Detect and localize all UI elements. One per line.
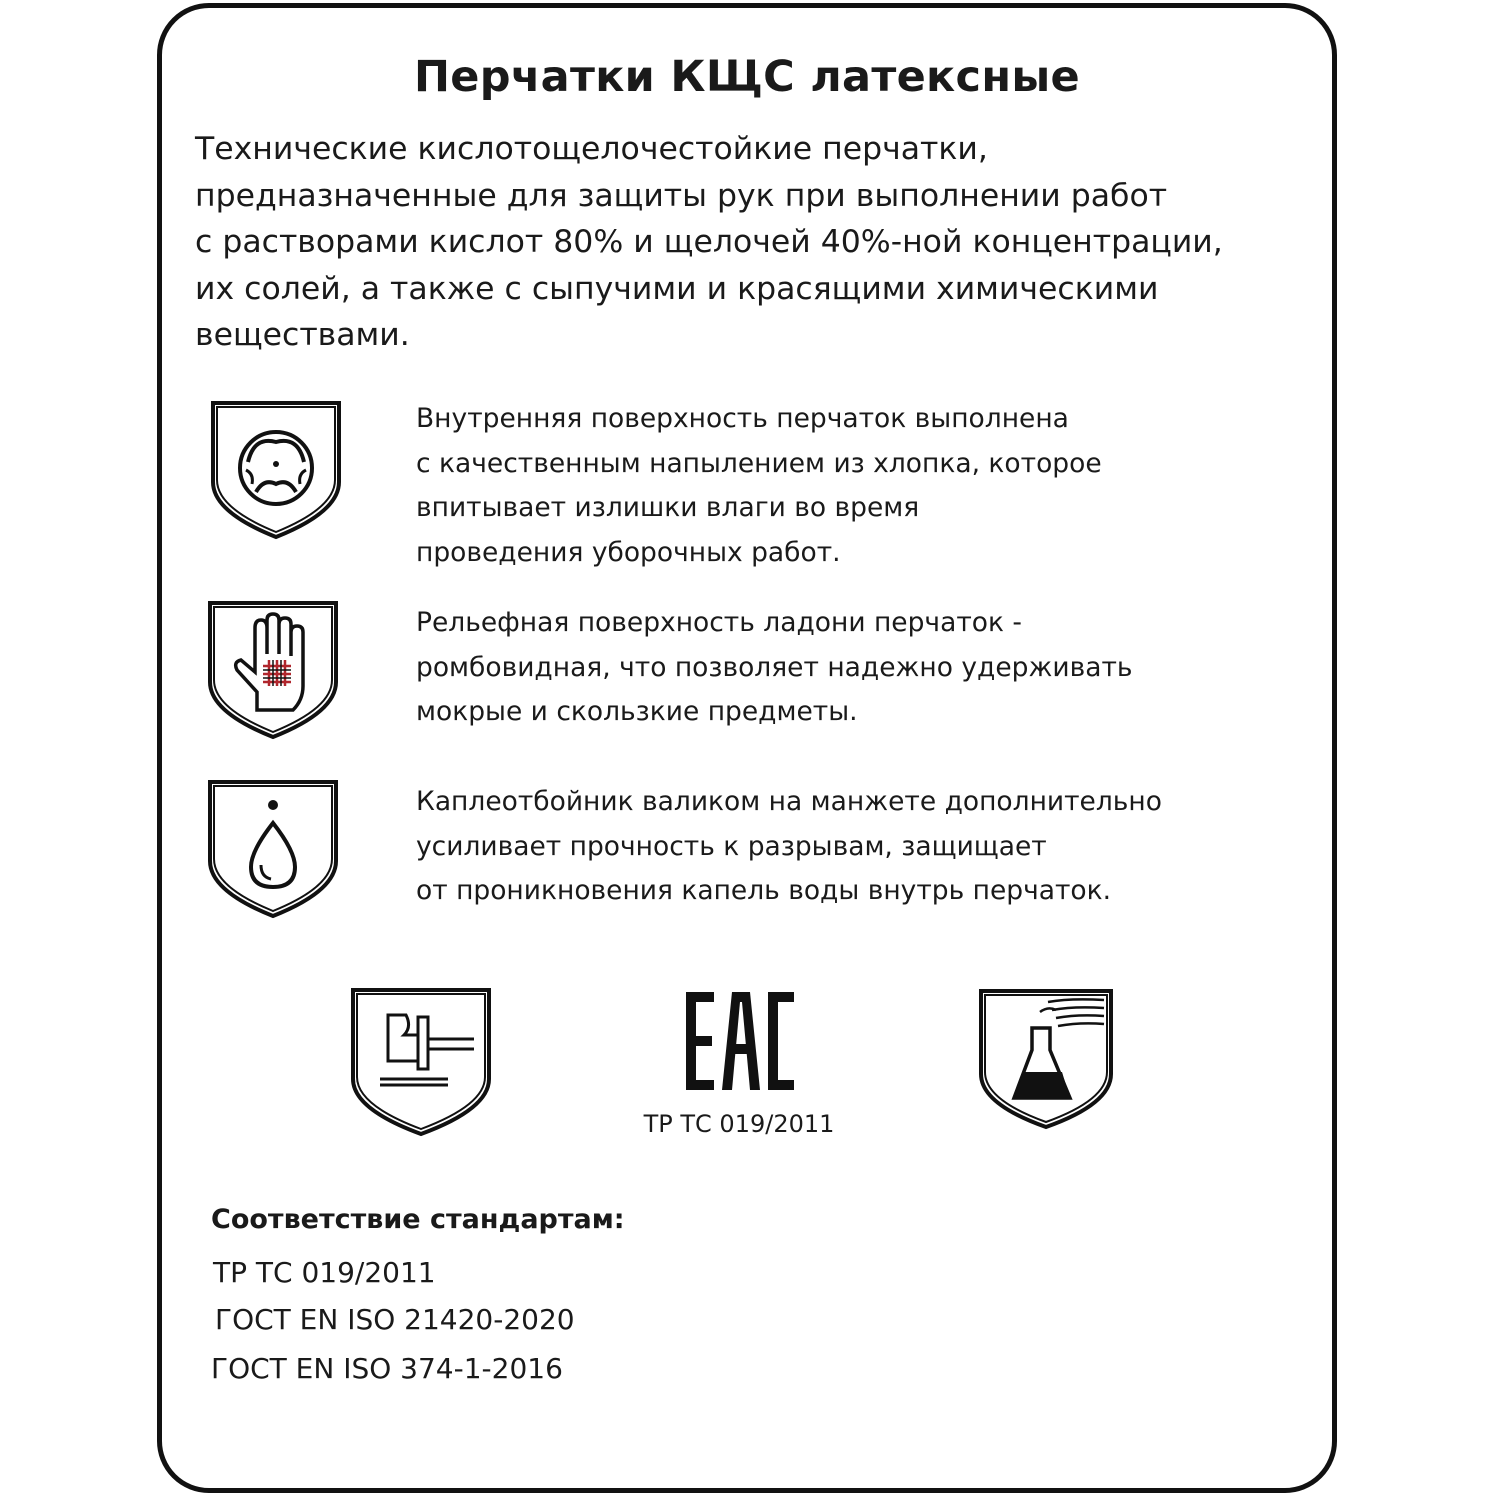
feature-text-cotton: Внутренняя поверхность перчаток выполнена с качественным напылением из хлопка, которое впитывает излишки влаги во время проведения уборочных работ.	[416, 403, 1102, 568]
water-drop-shield-icon	[207, 779, 339, 919]
intro-paragraph: Технические кислотощелочестойкие перчатки, предназначенные для защиты рук при выполнении работ с растворами кислот 80% и щелочей 40%-ной концентрации, их солей, а также с сыпучими и красящими химическими веществами.	[195, 131, 1223, 353]
standard-item: ТР ТС 019/2011	[213, 1256, 436, 1289]
standard-item: ГОСТ EN ISO 374-1-2016	[211, 1352, 563, 1385]
standard-item: ГОСТ EN ISO 21420-2020	[215, 1303, 575, 1336]
eac-caption: ТР ТС 019/2011	[643, 1110, 835, 1138]
cotton-shield-icon	[210, 400, 342, 540]
mechanical-risk-shield-icon	[350, 987, 492, 1137]
chemical-risk-shield-icon	[978, 988, 1114, 1130]
feature-text-drip: Каплеотбойник валиком на манжете дополнительно усиливает прочность к разрывам, защищает от проникновения капель воды внутрь перчаток.	[416, 786, 1162, 906]
eac-mark-icon	[684, 988, 796, 1094]
standards-heading: Соответствие стандартам:	[211, 1204, 625, 1235]
feature-text-grip: Рельефная поверхность ладони перчаток - ромбовидная, что позволяет надежно удерживать мокрые и скользкие предметы.	[416, 607, 1133, 727]
page-title: Перчатки КЩС латексные	[414, 52, 1080, 102]
glove-grip-shield-icon	[207, 600, 339, 740]
